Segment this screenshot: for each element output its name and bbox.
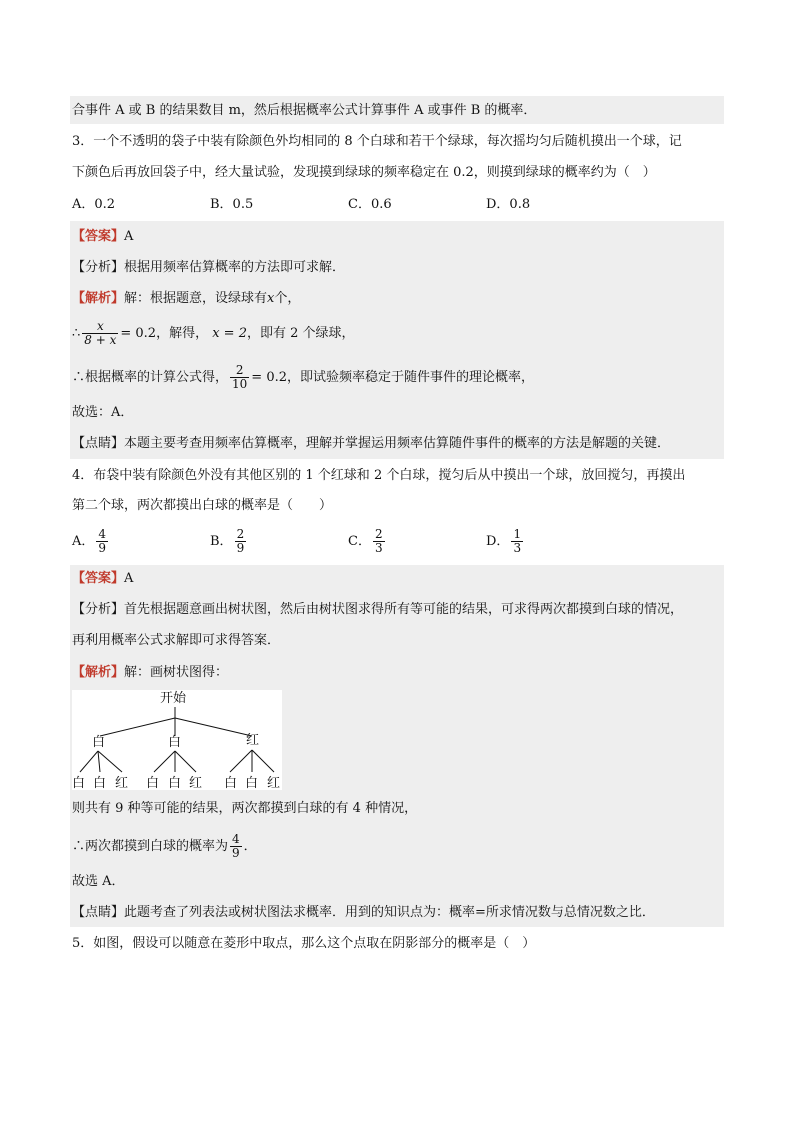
q4-analysis-line2: 再利用概率公式求解即可求得答案． [72, 633, 281, 648]
fraction-denominator: 9 [232, 846, 240, 860]
fraction-denominator: 3 [513, 541, 522, 555]
analysis-text: 根据用频率估算概率的方法即可求解． [124, 260, 346, 275]
answer-tag: 【答案】 [72, 229, 125, 244]
q3-comment [72, 435, 670, 453]
tree-leaf: 白 [245, 776, 259, 790]
fraction-denominator: 9 [236, 541, 245, 555]
continuation-line: 合事件 A 或 B 的结果数目 m，然后根据概率公式计算事件 A 或事件 B 的概率． [72, 103, 537, 118]
result-fraction [230, 833, 242, 860]
q4-analysis-line1 [72, 601, 683, 619]
answer-value: A [124, 229, 134, 244]
option-fraction [235, 528, 247, 555]
q4-option-d [486, 528, 525, 555]
q4-option-c [348, 528, 387, 555]
solution-tag: 【解析】 [72, 665, 125, 680]
q3-option-c: C．0.6 [348, 197, 392, 212]
tree-diagram [72, 690, 282, 790]
fraction-numerator: x [82, 320, 118, 334]
comment-text: 本题主要考查用频率估算概率，理解并掌握运用频率估算随件事件的概率的方法是解题的关键． [124, 436, 671, 451]
tree-leaf: 红 [267, 776, 281, 790]
fraction-denominator: 3 [374, 541, 383, 555]
therefore-symbol: ∴ [72, 326, 81, 341]
fraction-denominator: 9 [98, 541, 107, 555]
result-post: ． [243, 839, 257, 854]
fraction-numerator: 2 [230, 364, 249, 378]
eq2-post: = 0.2，即试验频率稳定于随件事件的理论概率， [251, 370, 534, 385]
eq1-post: = 0.2，解得， [120, 326, 209, 341]
q5-stem: 5．如图，假设可以随意在菱形中取点，那么这个点取在阴影部分的概率是（ ） [72, 936, 536, 951]
q3-stem-line1: 3．一个不透明的袋子中装有除颜色外均相同的 8 个白球和若干个绿球，每次摇均匀后随机摸出一个球，记 [72, 134, 682, 149]
result-pre: ∴两次都摸到白球的概率为 [72, 839, 229, 854]
tree-leaf: 白 [146, 776, 160, 790]
option-label: D． [486, 534, 510, 549]
tree-leaf: 白 [72, 776, 86, 790]
analysis-tag: 【分析】 [72, 602, 125, 617]
tree-leaf: 红 [189, 776, 203, 790]
tree-root-label: 开始 [160, 691, 187, 706]
fraction-numerator: 2 [374, 527, 383, 541]
tree-node-l1-1: 白 [168, 735, 182, 750]
fraction-numerator: 4 [98, 527, 107, 541]
comment-tag: 【点睛】 [72, 436, 125, 451]
option-fraction [511, 528, 523, 555]
option-label: A． [72, 534, 95, 549]
option-label: B． [210, 534, 233, 549]
q3-stem-line2: 下颜色后再放回袋子中，经大量试验，发现摸到绿球的频率稳定在 0.2，则摸到绿球的概率约为（ ） [72, 165, 656, 180]
eq1-x: x = 2 [212, 326, 247, 341]
solution-var: x [267, 291, 275, 306]
tree-leaf: 白 [168, 776, 182, 790]
q3-solution [72, 290, 300, 308]
answer-tag: 【答案】 [72, 571, 125, 586]
comment-tag: 【点睛】 [72, 905, 125, 920]
q4-result-2 [72, 833, 257, 860]
q4-comment [72, 904, 655, 922]
tree-leaf: 白 [224, 776, 238, 790]
q4-answer [72, 570, 133, 588]
solution-tag: 【解析】 [72, 291, 125, 306]
tree-leaf: 白 [93, 776, 107, 790]
fraction-denominator: 8 + x [84, 333, 117, 347]
q4-stem-line2: 第二个球，两次都摸出白球的概率是（ ） [72, 498, 333, 513]
eq1-end: ，即有 2 个绿球， [246, 326, 355, 341]
comment-text: 此题考查了列表法或树状图法求概率．用到的知识点为：概率=所求情况数与总情况数之比． [124, 905, 655, 920]
eq2-pre: ∴根据概率的计算公式得， [72, 370, 229, 385]
tree-leaf: 红 [115, 776, 129, 790]
solution-text: 解：画树状图得： [124, 665, 229, 680]
fraction-numerator: 1 [513, 527, 522, 541]
solution-text-b: 个， [274, 291, 301, 306]
q3-option-b: B．0.5 [210, 197, 254, 212]
q4-option-a [72, 528, 110, 555]
q4-stem-line1: 4．布袋中装有除颜色外没有其他区别的 1 个红球和 2 个白球，搅匀后从中摸出一个球，放回搅匀，再摸出 [72, 468, 686, 483]
option-label: C． [348, 534, 371, 549]
answer-value: A [124, 571, 134, 586]
fraction-2-over-10 [230, 364, 249, 391]
q3-choose: 故选：A． [72, 405, 134, 420]
fraction-numerator: 2 [236, 527, 245, 541]
option-fraction [96, 528, 108, 555]
q4-solution [72, 664, 228, 682]
fraction-x-over-8-plus-x [82, 320, 118, 347]
q3-option-a: A．0.2 [72, 197, 116, 212]
q4-option-b [210, 528, 248, 555]
tree-node-l1-2: 红 [246, 733, 260, 748]
q4-result-1: 则共有 9 种等可能的结果，两次都摸到白球的有 4 种情况， [72, 801, 418, 816]
analysis-tag: 【分析】 [72, 260, 125, 275]
tree-node-l1-0: 白 [92, 735, 106, 750]
fraction-denominator: 10 [232, 377, 248, 391]
solution-text-a: 解：根据题意，设绿球有 [124, 291, 268, 306]
analysis-text: 首先根据题意画出树状图，然后由树状图求得所有等可能的结果，可求得两次都摸到白球的情况， [124, 602, 684, 617]
q3-equation-2 [72, 364, 534, 391]
q3-answer [72, 228, 133, 246]
option-fraction [373, 528, 385, 555]
q4-choose: 故选 A． [72, 874, 125, 889]
q3-analysis [72, 259, 345, 277]
q3-option-d: D．0.8 [486, 197, 531, 212]
fraction-numerator: 4 [232, 832, 240, 846]
q3-equation-1 [72, 320, 355, 347]
